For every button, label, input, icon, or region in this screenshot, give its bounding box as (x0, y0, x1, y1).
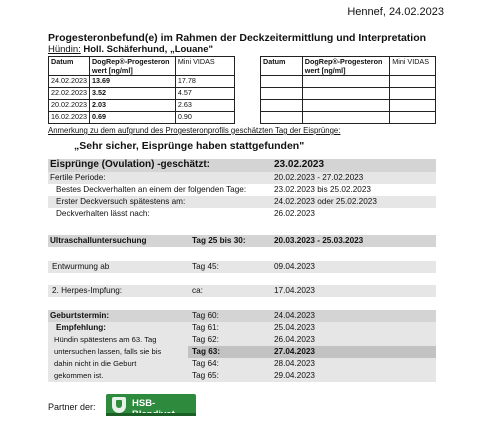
cell-minividas: 4.57 (175, 88, 234, 100)
progesterone-table-left (48, 56, 235, 124)
birth-day: Tag 65: (192, 371, 219, 380)
header-date: Datum (49, 57, 90, 76)
birth-date: 27.04.2023 (274, 347, 315, 356)
cell-minividas (390, 88, 436, 100)
birth-date: 29.04.2023 (274, 371, 315, 380)
cell-minividas: 0.90 (175, 112, 234, 124)
table-row (261, 112, 436, 124)
cell-date (261, 112, 303, 124)
cell-dogrep (302, 100, 389, 112)
table-row (49, 76, 235, 88)
document-date: Hennef, 24.02.2023 (347, 6, 444, 18)
table-row (261, 76, 436, 88)
cell-minividas: 17.78 (175, 76, 234, 88)
header-dogrep: DogRep®-Progesteron wert [ng/ml] (89, 57, 175, 76)
mating-decline-row (48, 208, 436, 220)
cell-date (261, 88, 303, 100)
recommendation-line: untersuchen lassen, falls sie bis (54, 347, 162, 356)
recommendation-line: Hündin spätestens am 63. Tag (54, 335, 157, 344)
fertile-period-row (48, 172, 436, 184)
herpes-day: ca: (192, 286, 203, 295)
cell-dogrep: 13.69 (89, 76, 175, 88)
birth-day: Tag 62: (192, 335, 219, 344)
herpes-row (48, 285, 436, 297)
cell-date: 24.02.2023 (49, 76, 90, 88)
subject-label: Hündin: (48, 44, 81, 55)
cell-date: 20.02.2023 (49, 100, 90, 112)
cell-date: 16.02.2023 (49, 112, 90, 124)
herpes-value: 17.04.2023 (274, 286, 315, 295)
document-title: Progesteronbefund(e) im Rahmen der Deckzeitermittlung und Interpretation (48, 32, 427, 44)
birth-day: Tag 63: (192, 347, 221, 356)
fertile-period-label: Fertile Periode: (50, 173, 106, 182)
header-minividas: Mini VIDAS (390, 57, 436, 76)
deworming-label: Entwurmung ab (52, 262, 110, 271)
birth-date: 26.04.2023 (274, 335, 315, 344)
logo-band (106, 413, 196, 416)
subject-value: Holl. Schäferhund, „Louane" (83, 44, 213, 55)
best-mating-label: Bestes Deckverhalten an einem der folgenden Tage: (56, 185, 247, 194)
header-dogrep: DogRep®-Progesteron wert [ng/ml] (302, 57, 389, 76)
recommendation-title: Empfehlung: (56, 323, 107, 332)
ultrasound-row (48, 235, 436, 247)
cell-date: 22.02.2023 (49, 88, 90, 100)
subject-line (48, 44, 213, 55)
recommendation-line: gekommen ist. (54, 371, 104, 380)
birth-row-62 (48, 334, 436, 346)
birth-row-60 (48, 310, 436, 322)
cell-dogrep: 3.52 (89, 88, 175, 100)
cell-dogrep: 0.69 (89, 112, 175, 124)
cell-date (261, 100, 303, 112)
table-row (49, 88, 235, 100)
cell-minividas (390, 112, 436, 124)
birth-row-61 (48, 322, 436, 334)
birth-date: 24.04.2023 (274, 311, 315, 320)
ultrasound-value: 20.03.2023 - 25.03.2023 (274, 236, 364, 245)
birth-day: Tag 64: (192, 359, 219, 368)
ultrasound-day: Tag 25 bis 30: (192, 236, 246, 245)
cell-dogrep: 2.03 (89, 100, 175, 112)
birth-date: 28.04.2023 (274, 359, 315, 368)
first-mating-value: 24.02.2023 oder 25.02.2023 (274, 197, 377, 206)
herpes-label: 2. Herpes-Impfung: (52, 286, 123, 295)
header-minividas: Mini VIDAS (175, 57, 234, 76)
cell-date (261, 76, 303, 88)
ultrasound-label: Ultraschalluntersuchung (50, 236, 147, 245)
first-mating-label: Erster Deckversuch spätestens am: (56, 197, 186, 206)
deworming-row (48, 261, 436, 273)
interpretation-note: Anmerkung zu dem aufgrund des Progesteronprofils geschätzten Tag der Eisprünge: (48, 126, 341, 135)
table-row (49, 100, 235, 112)
best-mating-row (48, 184, 436, 196)
ovulation-heading: Eisprünge (Ovulation) -geschätzt: (50, 159, 211, 170)
table-row (49, 112, 235, 124)
first-mating-row (48, 196, 436, 208)
crest-icon (112, 397, 126, 413)
best-mating-value: 23.02.2023 bis 25.02.2023 (274, 185, 371, 194)
partner-label: Partner der: (48, 402, 96, 412)
cell-dogrep (302, 112, 389, 124)
birth-row-63 (48, 346, 436, 358)
cell-minividas: 2.63 (175, 100, 234, 112)
birth-day: Tag 60: (192, 311, 219, 320)
ovulation-heading-row (48, 159, 436, 172)
mating-decline-label: Deckverhalten lässt nach: (56, 209, 150, 218)
birth-row-65 (48, 370, 436, 382)
header-date: Datum (261, 57, 303, 76)
interpretation-quote: „Sehr sicher, Eisprünge haben stattgefunden" (74, 140, 305, 152)
table-row (261, 88, 436, 100)
mating-decline-value: 26.02.2023 (274, 209, 315, 218)
table-row (261, 100, 436, 112)
cell-dogrep (302, 76, 389, 88)
cell-minividas (390, 100, 436, 112)
fertile-period-value: 20.02.2023 - 27.02.2023 (274, 173, 364, 182)
cell-minividas (390, 76, 436, 88)
deworming-value: 09.04.2023 (274, 262, 315, 271)
ovulation-date: 23.02.2023 (274, 159, 325, 170)
progesterone-table-right (260, 56, 436, 124)
partner-logo (106, 394, 196, 416)
partner-logo-text: HSB- (132, 398, 156, 409)
deworming-day: Tag 45: (192, 262, 219, 271)
birth-label: Geburtstermin: (50, 311, 110, 320)
birth-row-64 (48, 358, 436, 370)
cell-dogrep (302, 88, 389, 100)
birth-date: 25.04.2023 (274, 323, 315, 332)
recommendation-line: dahin nicht in die Geburt (54, 359, 137, 368)
birth-day: Tag 61: (192, 323, 219, 332)
